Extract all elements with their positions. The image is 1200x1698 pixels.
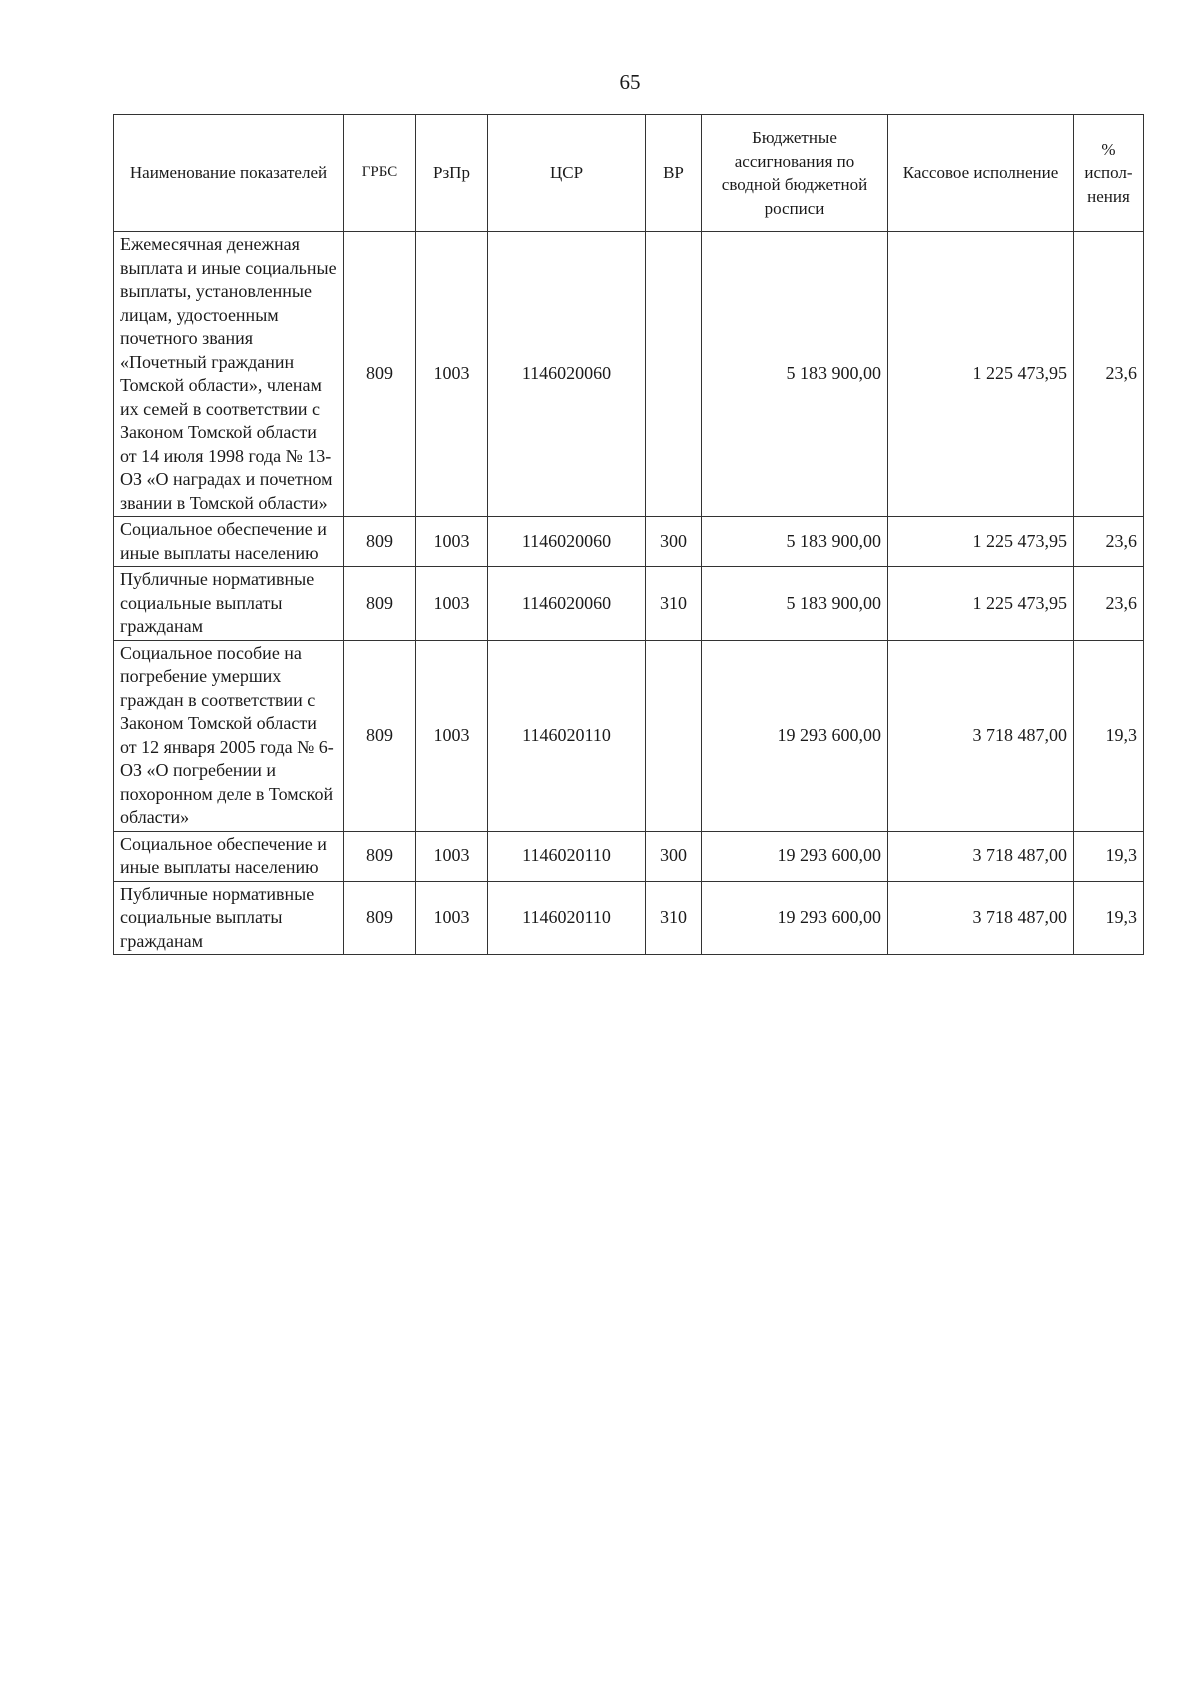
row-cash: 1 225 473,95 <box>888 232 1074 517</box>
row-allocations: 19 293 600,00 <box>702 881 888 955</box>
row-cash: 1 225 473,95 <box>888 567 1074 641</box>
table-row <box>114 232 1144 517</box>
row-allocations: 5 183 900,00 <box>702 517 888 567</box>
row-allocations: 5 183 900,00 <box>702 567 888 641</box>
row-name: Социальное пособие на погребение умерших граждан в соответствии с Законом Томской области от 12 января 2005 года № 6-ОЗ «О погребении и похоронном деле в Томской области» <box>114 640 344 831</box>
row-name: Социальное обеспечение и иные выплаты населению <box>114 517 344 567</box>
row-grbs: 809 <box>344 640 416 831</box>
row-name: Публичные нормативные социальные выплаты гражданам <box>114 567 344 641</box>
row-name: Социальное обеспечение и иные выплаты населению <box>114 831 344 881</box>
row-vr: 300 <box>646 831 702 881</box>
table-row <box>114 831 1144 881</box>
header-percent: % испол-нения <box>1074 115 1144 232</box>
header-grbs: ГРБС <box>344 115 416 232</box>
row-allocations: 19 293 600,00 <box>702 831 888 881</box>
row-cash: 3 718 487,00 <box>888 881 1074 955</box>
row-csr: 1146020110 <box>488 640 646 831</box>
row-name: Ежемесячная денежная выплата и иные социальные выплаты, установленные лицам, удостоенным почетного звания «Почетный гражданин Томской области», членам их семей в соответствии с Законом Томской области от 14 июля 1998 года № 13-ОЗ «О наградах и почетном звании в Томской области» <box>114 232 344 517</box>
row-rzpr: 1003 <box>416 831 488 881</box>
row-vr <box>646 640 702 831</box>
table-row <box>114 640 1144 831</box>
row-cash: 3 718 487,00 <box>888 831 1074 881</box>
row-vr: 310 <box>646 881 702 955</box>
header-row <box>114 115 1144 232</box>
header-csr: ЦСР <box>488 115 646 232</box>
row-percent: 19,3 <box>1074 640 1144 831</box>
row-percent: 23,6 <box>1074 517 1144 567</box>
table-row <box>114 517 1144 567</box>
row-grbs: 809 <box>344 881 416 955</box>
row-vr <box>646 232 702 517</box>
row-grbs: 809 <box>344 517 416 567</box>
row-percent: 19,3 <box>1074 831 1144 881</box>
table-body <box>114 232 1144 955</box>
row-csr: 1146020060 <box>488 232 646 517</box>
row-allocations: 19 293 600,00 <box>702 640 888 831</box>
row-vr: 300 <box>646 517 702 567</box>
row-grbs: 809 <box>344 567 416 641</box>
row-allocations: 5 183 900,00 <box>702 232 888 517</box>
row-rzpr: 1003 <box>416 517 488 567</box>
row-rzpr: 1003 <box>416 881 488 955</box>
table-row <box>114 881 1144 955</box>
header-vr: ВР <box>646 115 702 232</box>
row-vr: 310 <box>646 567 702 641</box>
row-rzpr: 1003 <box>416 232 488 517</box>
header-name: Наименование показателей <box>114 115 344 232</box>
row-percent: 23,6 <box>1074 567 1144 641</box>
row-rzpr: 1003 <box>416 567 488 641</box>
row-percent: 23,6 <box>1074 232 1144 517</box>
row-name: Публичные нормативные социальные выплаты гражданам <box>114 881 344 955</box>
row-rzpr: 1003 <box>416 640 488 831</box>
row-csr: 1146020110 <box>488 881 646 955</box>
row-cash: 1 225 473,95 <box>888 517 1074 567</box>
row-grbs: 809 <box>344 831 416 881</box>
row-percent: 19,3 <box>1074 881 1144 955</box>
row-csr: 1146020060 <box>488 567 646 641</box>
row-grbs: 809 <box>344 232 416 517</box>
header-allocations: Бюджетные ассигнования по сводной бюджетной росписи <box>702 115 888 232</box>
row-csr: 1146020110 <box>488 831 646 881</box>
row-cash: 3 718 487,00 <box>888 640 1074 831</box>
header-rzpr: РзПр <box>416 115 488 232</box>
header-cash: Кассовое исполнение <box>888 115 1074 232</box>
table-row <box>114 567 1144 641</box>
row-csr: 1146020060 <box>488 517 646 567</box>
page-number: 65 <box>619 70 641 94</box>
budget-table <box>113 114 1144 955</box>
